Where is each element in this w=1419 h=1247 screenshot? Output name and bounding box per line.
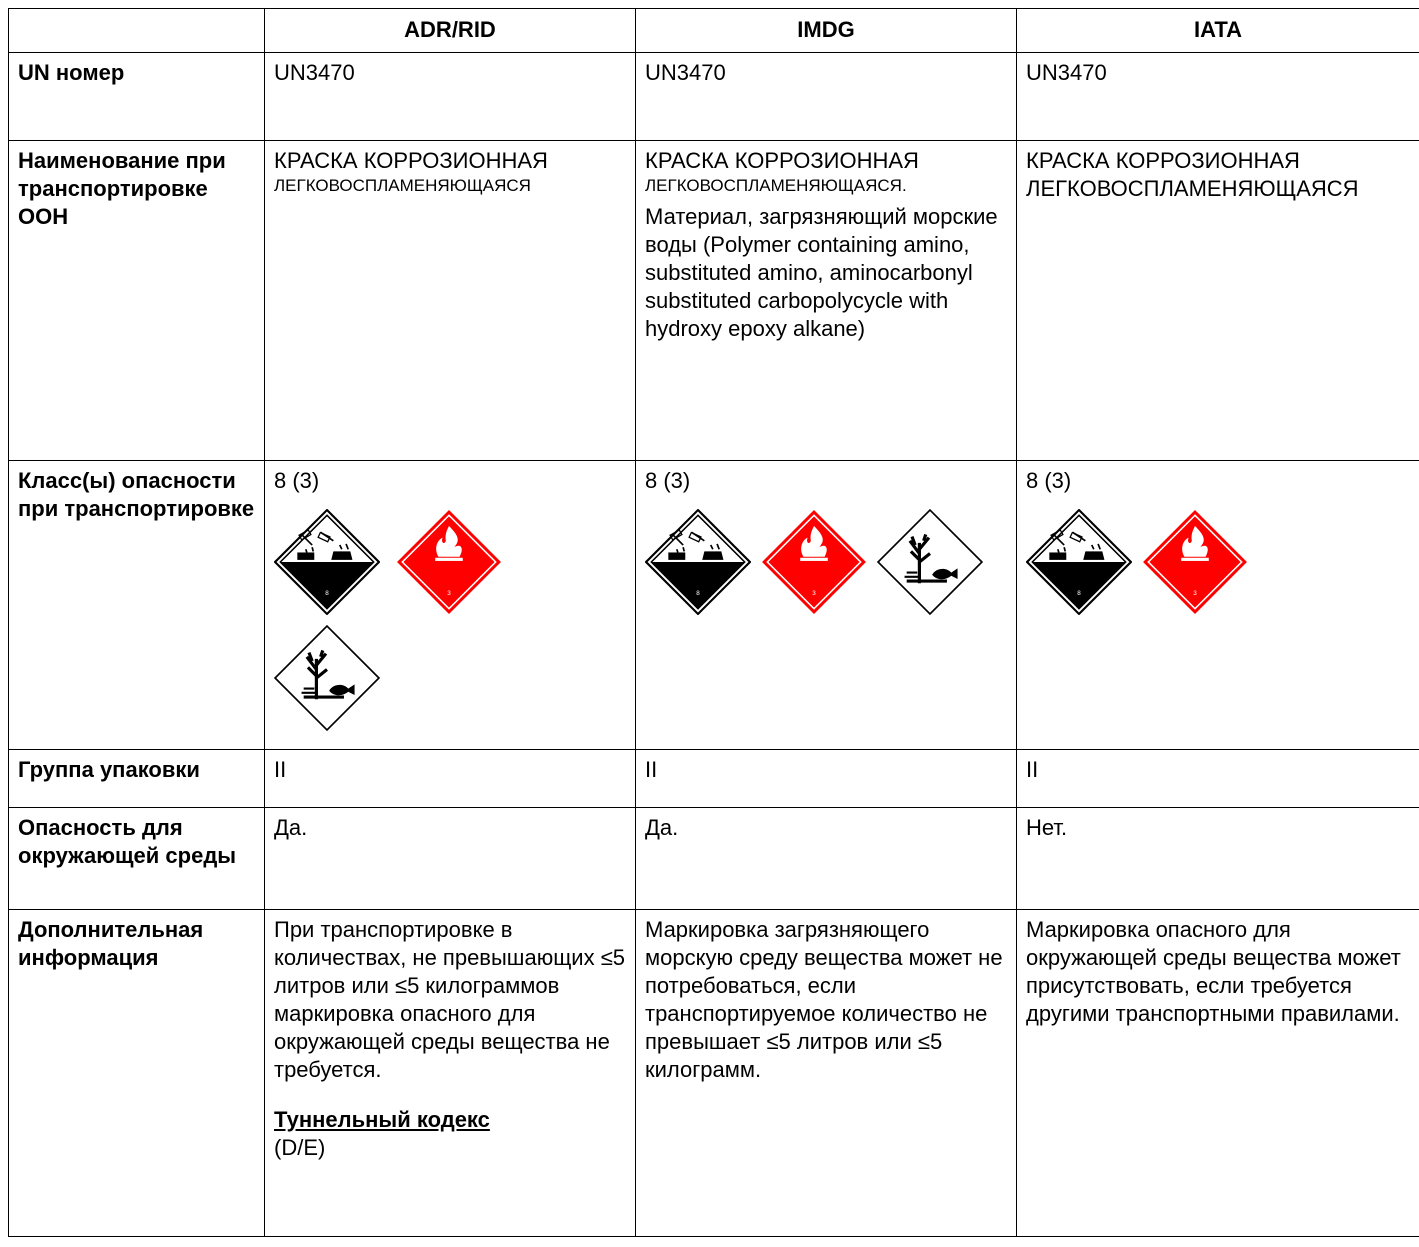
un-number-imdg: UN3470 [636, 53, 1017, 141]
shipping-name-row [9, 141, 1419, 461]
table-header-row [9, 9, 1419, 53]
environmental-hazard-imdg: Да. [636, 808, 1017, 910]
un-number-label: UN номер [9, 53, 265, 141]
shipping-name-adr-main: КРАСКА КОРРОЗИОННАЯ [274, 148, 548, 173]
hazard-class-imdg [636, 461, 1017, 750]
hazard-class-iata-value: 8 (3) [1026, 468, 1072, 493]
corrosive-class-number: 8 [325, 589, 329, 597]
shipping-name-imdg-pollutant: Материал, загрязняющий морские воды (Polymer containing amino, substituted amino, aminocarbonyl substituted carbopolycycle with hydroxy epoxy alkane) [645, 204, 998, 341]
hazard-class-imdg-value: 8 (3) [645, 468, 691, 493]
shipping-name-imdg-main: КРАСКА КОРРОЗИОННАЯ [645, 148, 919, 173]
hazard-class-adr [265, 461, 636, 750]
flammable-pictogram-icon [1142, 509, 1248, 615]
packing-group-label: Группа упаковки [9, 750, 265, 808]
packing-group-row [9, 750, 1419, 808]
environment-pictogram-icon [274, 625, 380, 731]
un-number-adr: UN3470 [265, 53, 636, 141]
environmental-hazard-adr: Да. [265, 808, 636, 910]
additional-info-adr-text: При транспортировке в количествах, не превышающих ≤5 литров или ≤5 килограммов маркировка опасного для окружающей среды вещества не требуется. [274, 917, 626, 1082]
additional-info-label: Дополнительная информация [9, 910, 265, 1237]
flammable-class-number: 3 [812, 589, 816, 597]
shipping-name-adr-sub: ЛЕГКОВОСПЛАМЕНЯЮЩАЯСЯ [274, 176, 531, 195]
transport-info-table [8, 8, 1419, 1237]
additional-info-iata: Маркировка опасного для окружающей среды вещества может присутствовать, если требуется другими транспортными правилами. [1017, 910, 1419, 1237]
flammable-class-number: 3 [1193, 589, 1197, 597]
additional-info-adr [265, 910, 636, 1237]
un-number-row [9, 53, 1419, 141]
shipping-name-imdg-sub: ЛЕГКОВОСПЛАМЕНЯЮЩАЯСЯ. [645, 176, 907, 195]
corrosive-pictogram-icon [274, 509, 380, 615]
tunnel-code-label: Туннельный кодекс [274, 1107, 490, 1132]
additional-info-imdg: Маркировка загрязняющего морскую среду вещества может не потребоваться, если транспортируемое количество не превышает ≤5 литров или ≤5 килограмм. [636, 910, 1017, 1237]
header-imdg: IMDG [636, 9, 1017, 53]
shipping-name-label: Наименование при транспортировке ООН [9, 141, 265, 461]
header-iata: IATA [1017, 9, 1419, 53]
header-blank-cell [9, 9, 265, 53]
packing-group-adr: II [265, 750, 636, 808]
environmental-hazard-row [9, 808, 1419, 910]
header-adr-rid: ADR/RID [265, 9, 636, 53]
corrosive-class-number: 8 [696, 589, 700, 597]
environmental-hazard-iata: Нет. [1017, 808, 1419, 910]
shipping-name-imdg [636, 141, 1017, 461]
packing-group-iata: II [1017, 750, 1419, 808]
un-number-iata: UN3470 [1017, 53, 1419, 141]
hazard-class-label: Класс(ы) опасности при транспортировке [9, 461, 265, 750]
flammable-class-number: 3 [447, 589, 451, 597]
shipping-name-adr [265, 141, 636, 461]
hazard-class-iata [1017, 461, 1419, 750]
iata-pictograms [1026, 509, 1356, 625]
environment-pictogram-icon [877, 509, 983, 615]
adr-pictograms [274, 509, 604, 741]
additional-info-row [9, 910, 1419, 1237]
corrosive-pictogram-icon [645, 509, 751, 615]
flammable-pictogram-icon [396, 509, 502, 615]
imdg-pictograms [645, 509, 1005, 625]
hazard-class-row [9, 461, 1419, 750]
shipping-name-iata: КРАСКА КОРРОЗИОННАЯ ЛЕГКОВОСПЛАМЕНЯЮЩАЯСЯ [1017, 141, 1419, 461]
corrosive-class-number: 8 [1077, 589, 1081, 597]
environmental-hazard-label: Опасность для окружающей среды [9, 808, 265, 910]
hazard-class-adr-value: 8 (3) [274, 468, 320, 493]
corrosive-pictogram-icon [1026, 509, 1132, 615]
packing-group-imdg: II [636, 750, 1017, 808]
tunnel-code-value: (D/E) [274, 1135, 326, 1160]
flammable-pictogram-icon [761, 509, 867, 615]
